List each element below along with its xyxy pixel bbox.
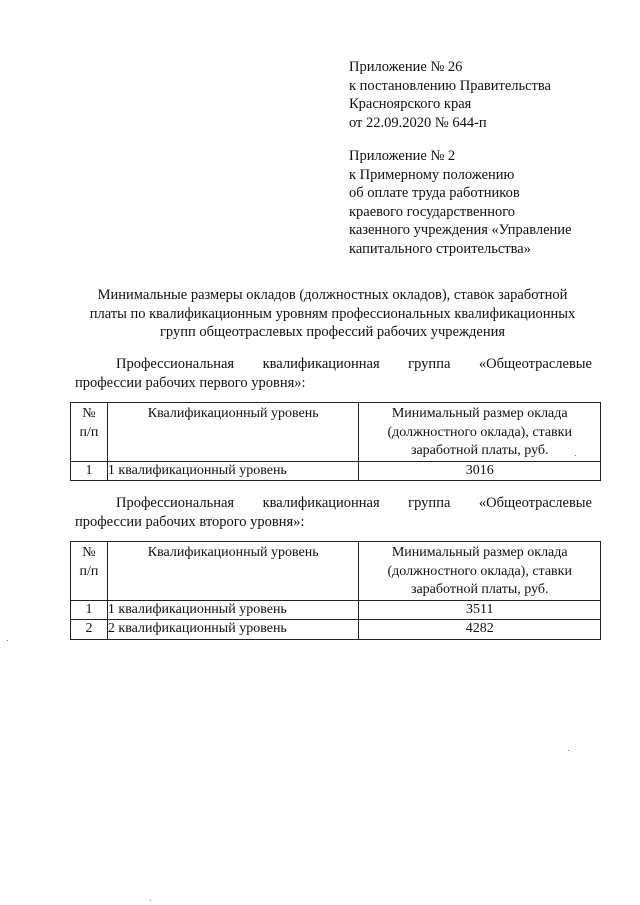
table-row [71,620,601,640]
table-header-row [71,403,601,462]
intro-word: Профессиональная [116,495,235,511]
header-num [71,542,108,601]
row-num: 1 [71,461,108,481]
appendix-line: краевого государственного [349,203,516,220]
table-row [71,461,601,481]
header-num-line: № [82,406,96,421]
group-intro-line: профессии рабочих второго уровня»: [75,513,305,530]
header-salary-line: заработной платы, руб. [410,443,549,459]
row-num: 1 [71,600,108,620]
header-num-line: № [82,545,96,560]
appendix-line: казенного учреждения «Управление [349,222,572,239]
intro-word: «Общеотраслевые [478,356,592,372]
annex-line: к постановлению Правительства [349,77,551,94]
header-salary-line: (должностного оклада), ставки [387,424,572,440]
header-num [71,403,108,462]
title-line: Минимальные размеры окладов (должностных окладов), ставок заработной [97,287,568,303]
appendix-line: об оплате труда работников [349,185,520,202]
annex-line: от 22.09.2020 № 644-п [349,114,487,131]
header-num-line: п/п [79,563,99,579]
header-num-line: п/п [79,424,99,440]
header-level: Квалификационный уровень [107,403,359,462]
scan-speck [568,750,569,751]
header-level: Квалификационный уровень [107,542,359,601]
group-intro-line [75,494,592,513]
row-salary: 3511 [359,600,601,620]
appendix-line: Приложение № 2 [349,148,456,164]
header-salary-line: заработной платы, руб. [410,582,549,598]
document-title [60,286,605,342]
row-num: 2 [71,620,108,640]
group-intro [75,494,592,531]
intro-word: группа [408,495,451,511]
header-salary-line: Минимальный размер оклада [391,406,568,421]
scan-speck [575,455,576,456]
row-level: 2 квалификационный уровень [107,620,359,640]
table-header-row [71,542,601,601]
header-salary [359,403,601,462]
header-salary-line: Минимальный размер оклада [391,545,568,560]
intro-word: «Общеотраслевые [478,495,592,511]
group-intro-line: профессии рабочих первого уровня»: [75,374,306,391]
header-salary [359,542,601,601]
annex-line: Приложение № 26 [349,59,463,75]
row-level: 1 квалификационный уровень [107,600,359,620]
group-intro [75,355,592,392]
appendix-line: к Примерному положению [349,166,515,183]
title-line: групп общеотраслевых профессий рабочих учреждения [159,324,506,341]
intro-word: квалификационная [262,495,380,511]
annex-line: Красноярского края [349,96,472,113]
scan-speck [150,900,151,901]
table-row [71,600,601,620]
intro-word: Профессиональная [116,356,235,372]
row-salary: 4282 [359,620,601,640]
header-salary-line: (должностного оклада), ставки [387,563,572,579]
group-intro-line [75,355,592,374]
intro-word: группа [408,356,451,372]
salary-table-first-level [70,402,601,481]
row-salary: 3016 [359,461,601,481]
intro-word: квалификационная [262,356,380,372]
title-line: платы по квалификационным уровням профессиональных квалификационных [89,305,576,322]
annex-header [349,58,551,132]
appendix-line: капитального строительства» [349,240,531,257]
row-level: 1 квалификационный уровень [107,461,359,481]
appendix-header [349,147,572,259]
scan-speck [7,640,8,641]
salary-table-second-level [70,541,601,640]
